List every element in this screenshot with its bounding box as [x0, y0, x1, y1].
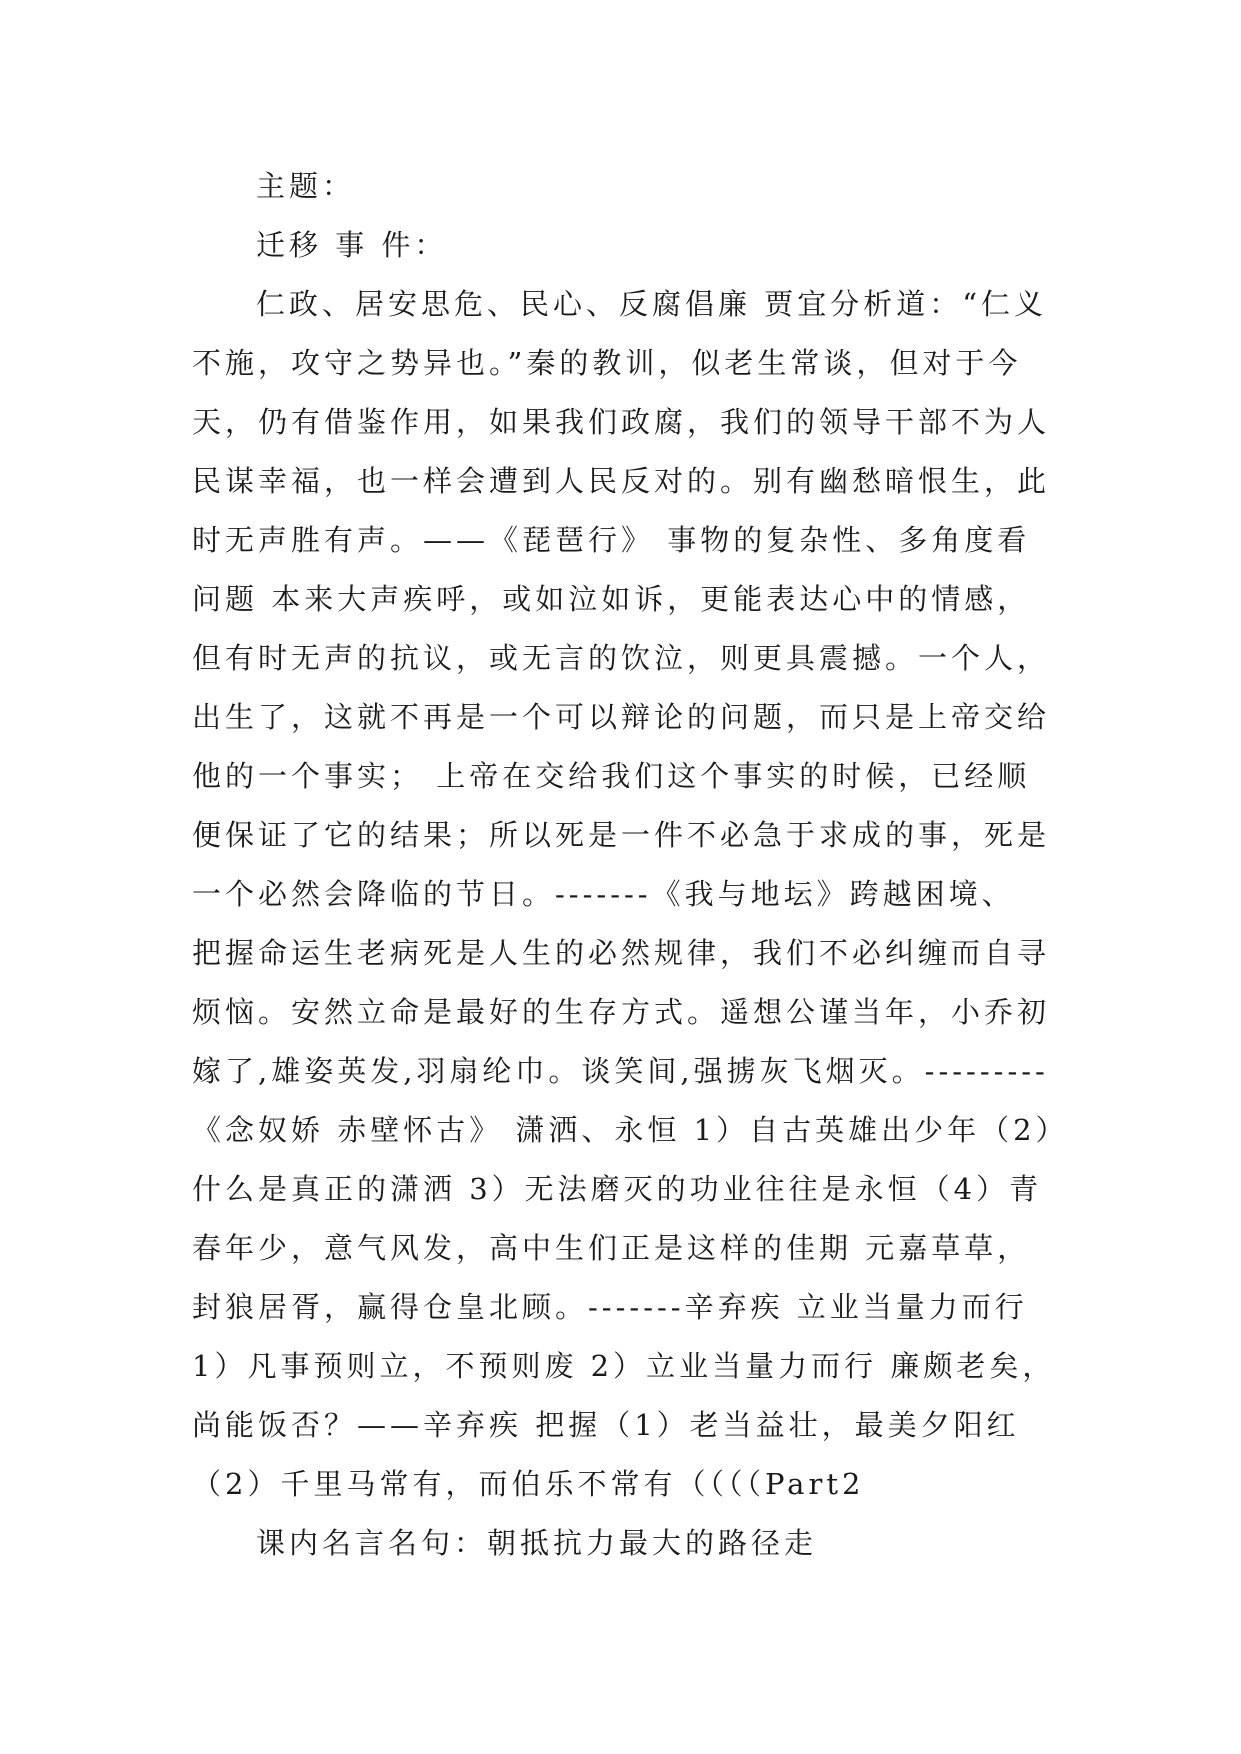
paragraph-line: 天，仍有借鉴作用，如果我们政腐，我们的领导干部不为人: [192, 405, 1051, 439]
paragraph-line: 什么是真正的潇洒 3）无法磨灭的功业往往是永恒（4）青: [192, 1172, 1043, 1206]
paragraph-line: 一个必然会降临的节日。-------《我与地坛》跨越困境、: [192, 877, 1015, 911]
document-body: [192, 157, 1072, 1573]
paragraph-line: 1）凡事预则立，不预则废 2）立业当量力而行 廉颇老矣，: [192, 1349, 1056, 1383]
paragraph-line: 但有时无声的抗议，或无言的饮泣，则更具震撼。一个人，: [192, 641, 1051, 675]
paragraph-line: 不施，攻守之势异也。”秦的教训，似老生常谈，但对于今: [192, 346, 1022, 380]
paragraph-line: 时无声胜有声。——《琵琶行》 事物的复杂性、多角度看: [192, 523, 1031, 557]
paragraph-line: 把握命运生老病死是人生的必然规律，我们不必纠缠而自寻: [192, 936, 1051, 970]
paragraph-line: 问题 本来大声疾呼，或如泣如诉，更能表达心中的情感，: [192, 582, 1031, 616]
paragraph-line: 封狼居胥，赢得仓皇北顾。-------辛弃疾 立业当量力而行: [192, 1290, 1028, 1324]
paragraph-line: 便保证了它的结果；所以死是一件不必急于求成的事，死是: [192, 818, 1051, 852]
paragraph-line: 烦恼。安然立命是最好的生存方式。遥想公谨当年，小乔初: [192, 995, 1051, 1029]
paragraph-line: 民谋幸福，也一样会遭到人民反对的。别有幽愁暗恨生，此: [192, 464, 1051, 498]
paragraph-line: （2）千里马常有，而伯乐不常有（（（（Part2: [192, 1467, 865, 1501]
paragraph-line: 仁政、居安思危、民心、反腐倡廉 贾宜分析道：“仁义: [256, 287, 1048, 321]
paragraph-line: 出生了，这就不再是一个可以辩论的问题，而只是上帝交给: [192, 700, 1051, 734]
closing-quote-line: 课内名言名句：朝抵抗力最大的路径走: [256, 1526, 818, 1560]
heading-theme: 主题：: [256, 169, 356, 203]
paragraph-line: 他的一个事实； 上帝在交给我们这个事实的时候，已经顺: [192, 759, 1031, 793]
paragraph-line: 春年少，意气风发，高中生们正是这样的佳期 元嘉草草，: [192, 1231, 1031, 1265]
paragraph-line: 嫁了,雄姿英发,羽扇纶巾。谈笑间,强掳灰飞烟灭。---------: [192, 1054, 1049, 1088]
paragraph-line: 尚能饭否？——辛弃疾 把握（1）老当益壮，最美夕阳红: [192, 1408, 1020, 1442]
heading-transfer-events: 迁移 事 件：: [256, 228, 448, 262]
paragraph-line: 《念奴娇 赤壁怀古》 潇洒、永恒 1）自古英雄出少年（2）: [192, 1113, 1069, 1147]
